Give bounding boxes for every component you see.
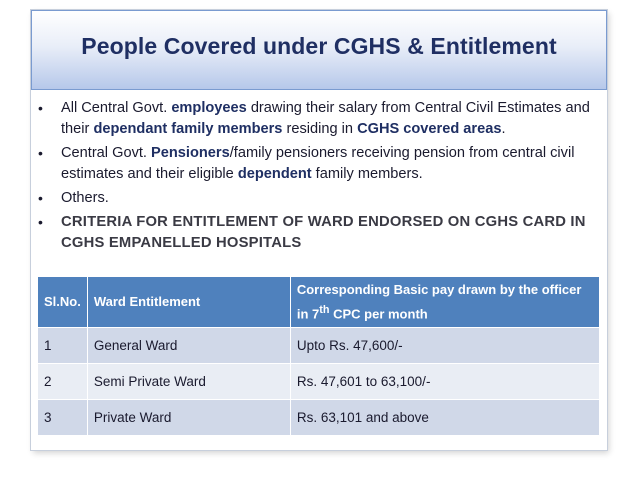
table-row <box>38 400 600 436</box>
bullet-pensioners: • Central Govt. Pensioners/family pensioners receiving pension from central civil estimates and their eligible dependent family members. <box>38 145 575 182</box>
title-band <box>31 10 607 90</box>
cell-ward: General Ward <box>87 328 290 364</box>
cell-pay: Rs. 63,101 and above <box>290 400 599 436</box>
bullet-dot-icon: • <box>38 214 43 230</box>
cell-sl: 3 <box>38 400 88 436</box>
entitlement-table <box>37 276 600 436</box>
bullet-others: • Others. <box>37 188 603 209</box>
bullet-dot-icon: • <box>38 145 43 161</box>
table-header-row <box>38 277 600 328</box>
cell-ward: Semi Private Ward <box>87 364 290 400</box>
bullet-list <box>37 98 603 257</box>
table-row <box>38 328 600 364</box>
bullet-criteria <box>37 212 603 254</box>
table-row <box>38 364 600 400</box>
header-sl-no: Sl.No. <box>38 277 88 328</box>
header-ward-entitlement: Ward Entitlement <box>87 277 290 328</box>
cell-sl: 2 <box>38 364 88 400</box>
bullet-employees: • All Central Govt. employees drawing their salary from Central Civil Estimates and their dependant family members residing in CGHS covered areas. <box>38 100 590 137</box>
cell-ward: Private Ward <box>87 400 290 436</box>
criteria-heading: CRITERIA FOR ENTITLEMENT OF WARD ENDORSED ON CGHS CARD IN CGHS EMPANELLED HOSPITALS <box>61 214 586 251</box>
header-basic-pay: Corresponding Basic pay drawn by the officer in 7th CPC per month <box>290 277 599 328</box>
bullet-dot-icon: • <box>38 100 43 116</box>
cell-pay: Upto Rs. 47,600/- <box>290 328 599 364</box>
cell-sl: 1 <box>38 328 88 364</box>
slide-title: People Covered under CGHS & Entitlement <box>81 33 557 59</box>
bullet-dot-icon: • <box>38 190 43 206</box>
cell-pay: Rs. 47,601 to 63,100/- <box>290 364 599 400</box>
